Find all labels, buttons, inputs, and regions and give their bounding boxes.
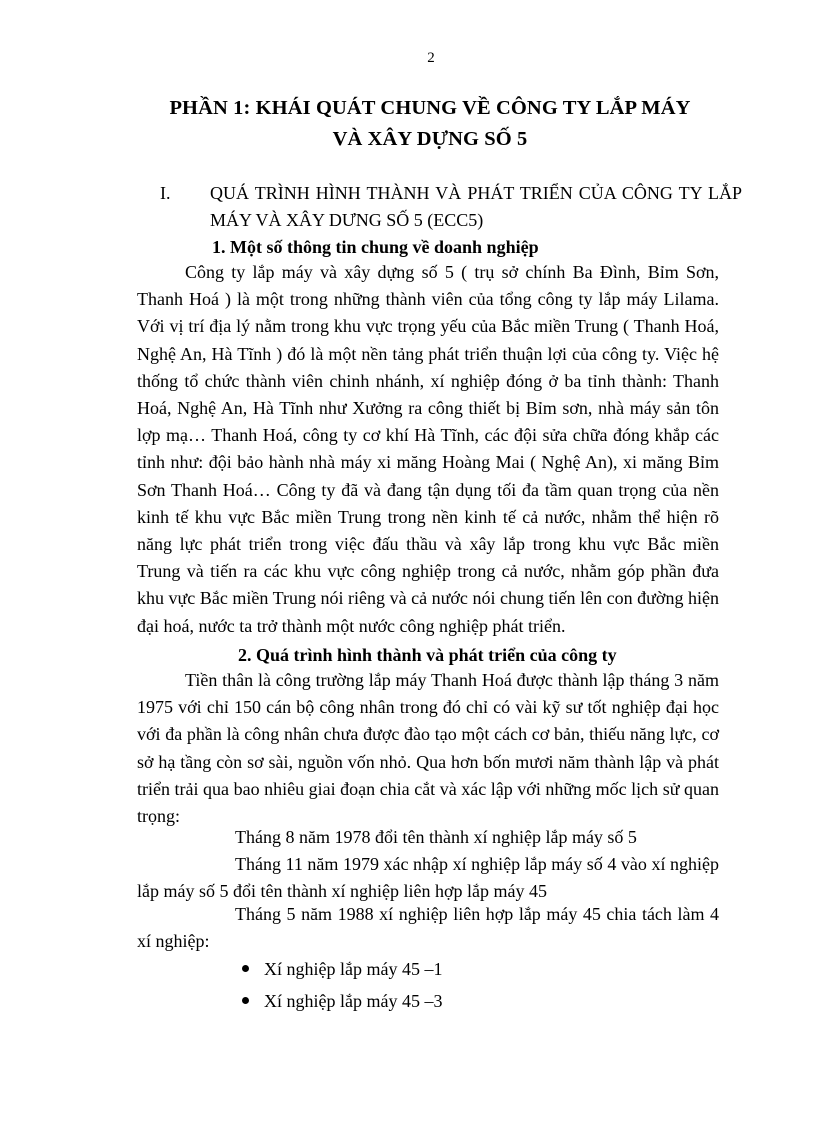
subsection-1-paragraph: Công ty lắp máy và xây dựng số 5 ( trụ sở chính Ba Đình, Bỉm Sơn, Thanh Hoá ) là một trong những thành viên của tổng công ty lắp máy Lilama. Với vị trí địa lý nằm trong khu vực trọng yếu của Bắc miền Trung ( Thanh Hoá, Nghệ An, Hà Tĩnh ) đó là một nền tảng phát triển thuận lợi của công ty. Việc hệ thống tổ chức thành viên chinh nhánh, xí nghiệp đóng ở ba tỉnh thành: Thanh Hoá, Nghệ An, Hà Tĩnh như Xưởng ra công thiết bị Bỉm sơn, nhà máy sản tôn lợp mạ… Thanh Hoá, công ty cơ khí Hà Tĩnh, các đội sửa chữa đóng khắp các tỉnh như: đội bảo hành nhà máy xi măng Hoàng Mai ( Nghệ An), xi măng Bỉm Sơn Thanh Hoá… Công ty đã và đang tận dụng tối đa tầm quan trọng của nền kinh tế khu vực Bắc miền Trung trong nền kinh tế cả nước, nhằm thể hiện rõ năng lực phát triển trong việc đấu thầu và xây lắp trong khu vực Bắc miền Trung và tiến ra các khu vực công nghiệp trong cả nước, nhằm góp phần đưa khu vực Bắc miền Trung nói riêng và cả nước nói chung tiến lên con đường hiện đại hoá, nước ta trở thành một nước công nghiệp phát triển. — [137, 262, 719, 636]
milestone-1988: Tháng 5 năm 1988 xí nghiệp liên hợp lắp máy 45 chia tách làm 4 xí nghiệp: — [137, 904, 719, 952]
list-item-label: Xí nghiệp lắp máy 45 –3 — [264, 991, 443, 1011]
section-title: QUÁ TRÌNH HÌNH THÀNH VÀ PHÁT TRIỂN CỦA CÔNG TY LẮP MÁY VÀ XÂY DƯNG SỐ 5 (ECC5) — [210, 183, 742, 230]
part-title-line-2: VÀ XÂY DỰNG SỐ 5 — [332, 128, 528, 150]
subsection-1-heading: 1. Một số thông tin chung về doanh nghiệp — [212, 237, 539, 257]
subsection-2-paragraph: Tiền thân là công trường lắp máy Thanh Hoá được thành lập tháng 3 năm 1975 với chỉ 150 cán bộ công nhân trong đó chỉ có vài kỹ sư tốt nghiệp đại học với đa phần là công nhân chưa được đào tạo một cách cơ bản, thiếu năng lực, cơ sở hạ tầng còn sơ sài, nguồn vốn nhỏ. Qua hơn bốn mươi năm thành lập và phát triển trải qua bao nhiêu giai đoạn chia cắt và xác lập với những mốc lịch sử quan trọng: — [137, 670, 719, 827]
subsidiary-list — [242, 953, 442, 1017]
milestone-1979: Tháng 11 năm 1979 xác nhập xí nghiệp lắp máy số 4 vào xí nghiệp lắp máy số 5 đổi tên thành xí nghiệp liên hợp lắp máy 45 — [137, 854, 719, 902]
page-number: 2 — [427, 50, 435, 66]
list-item — [242, 985, 442, 1017]
part-title-line-1: PHẦN 1: KHÁI QUÁT CHUNG VỀ CÔNG TY LẮP MÁY — [169, 97, 691, 119]
section-number: I. — [160, 183, 171, 203]
part-title — [110, 93, 750, 155]
subsection-2-heading: 2. Quá trình hình thành và phát triển của công ty — [238, 645, 617, 665]
bullet-icon — [242, 997, 249, 1004]
list-item — [242, 953, 442, 985]
list-item-label: Xí nghiệp lắp máy 45 –1 — [264, 959, 443, 979]
bullet-icon — [242, 965, 249, 972]
milestone-1978: Tháng 8 năm 1978 đổi tên thành xí nghiệp lắp máy số 5 — [235, 827, 637, 847]
